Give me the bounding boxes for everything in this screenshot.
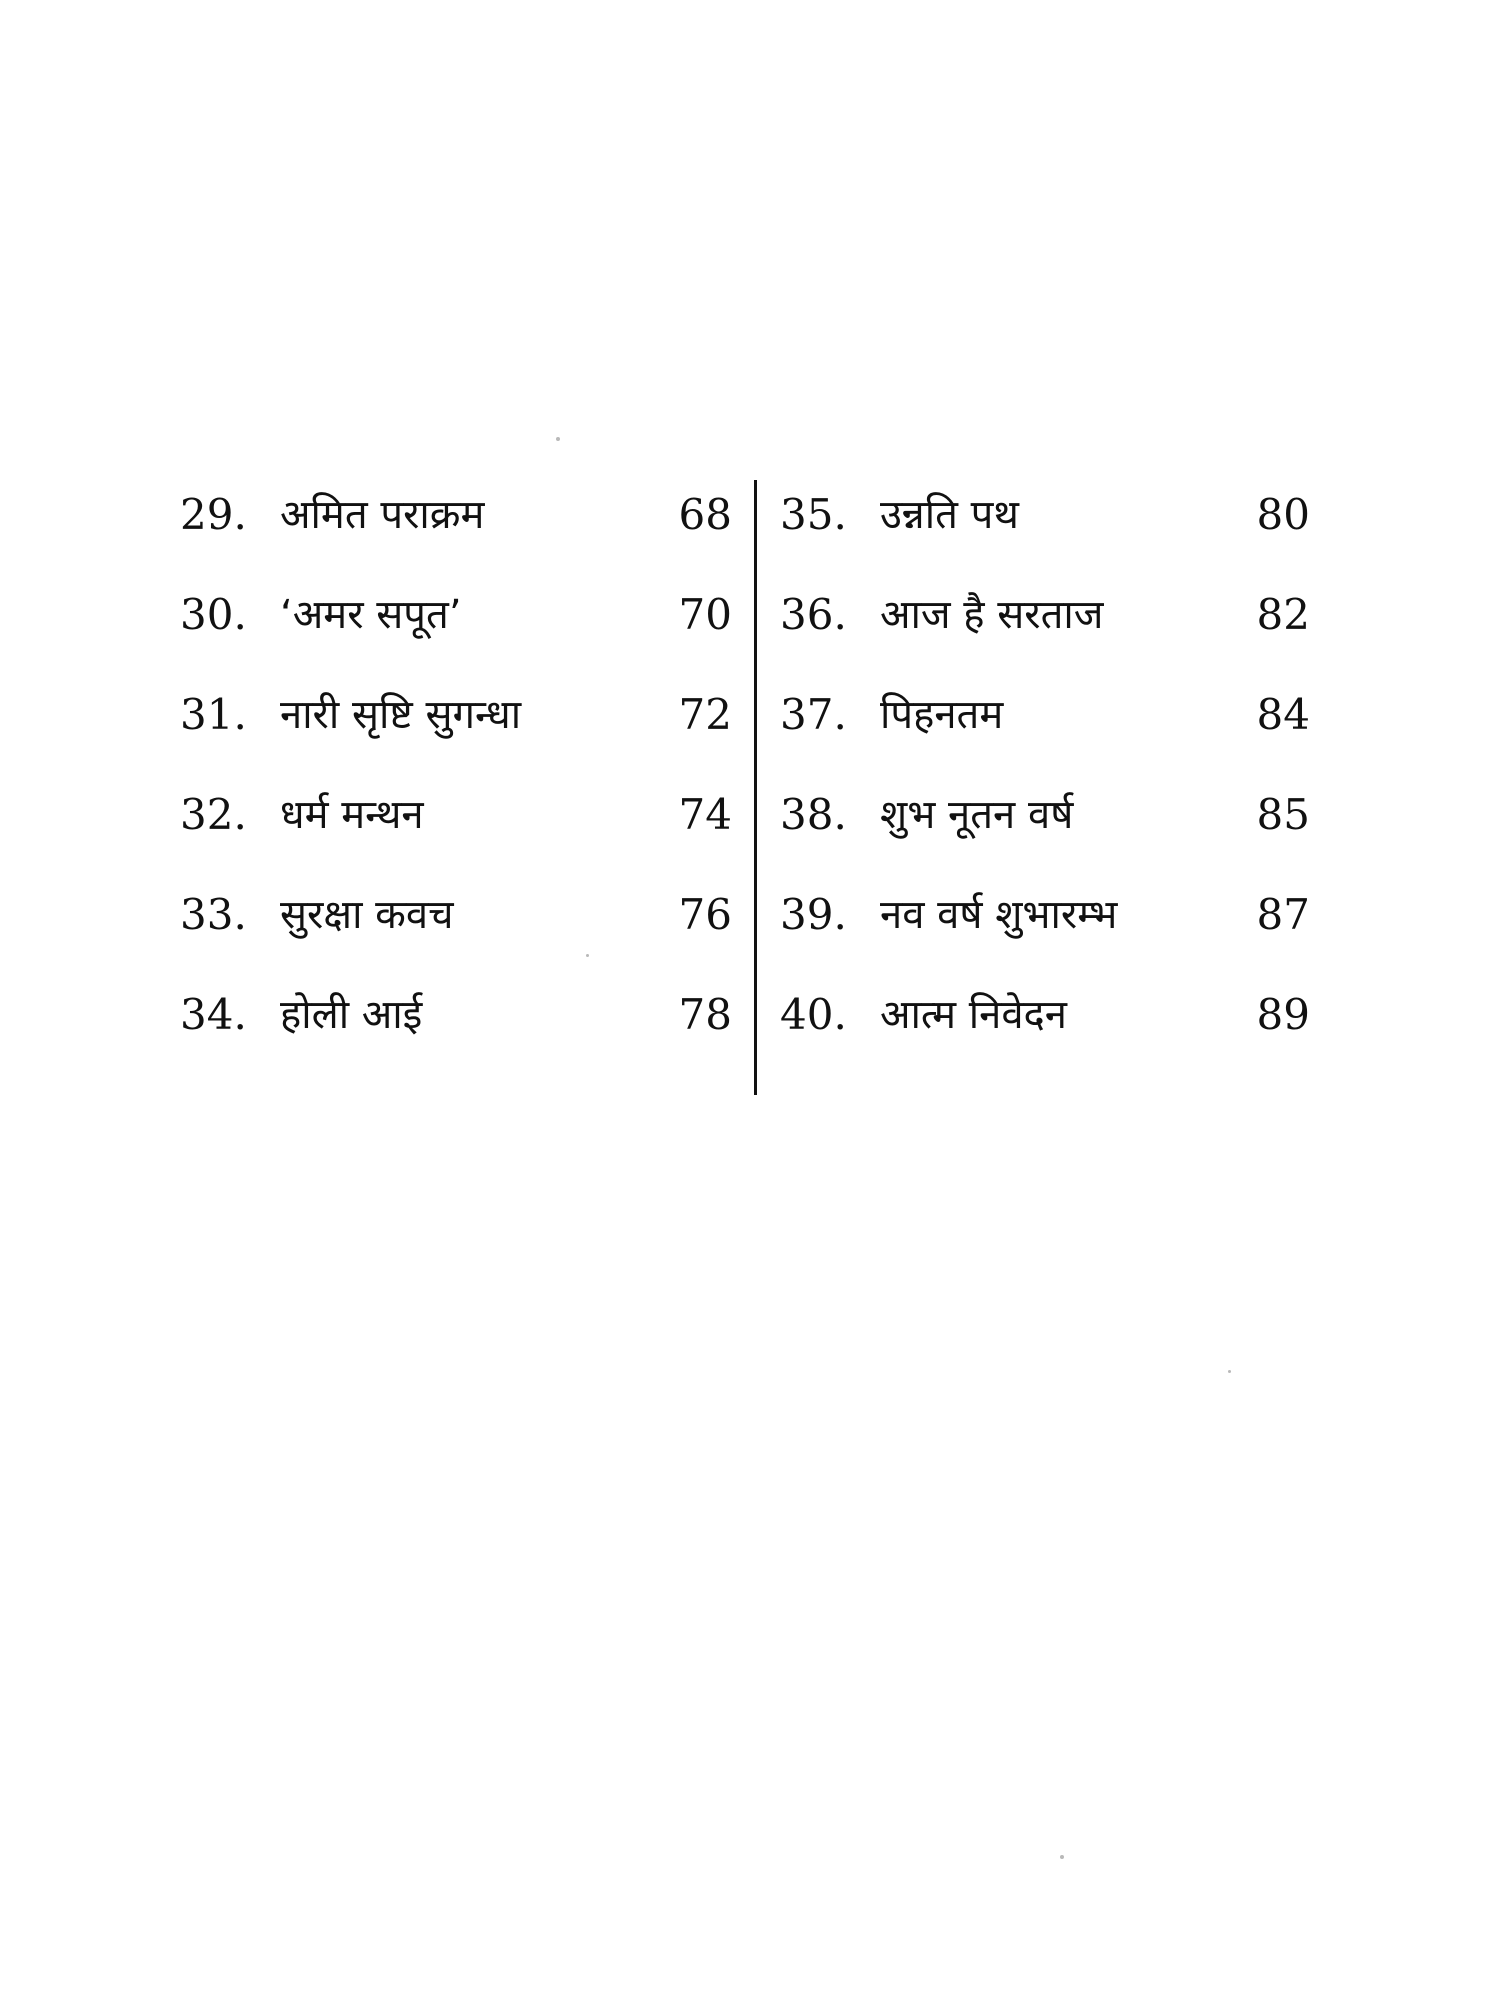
entry-number: 39. (780, 890, 847, 939)
entry-title: ‘अमर सपूत’ (280, 592, 462, 638)
toc-entry[interactable] (780, 980, 1340, 1050)
entry-title: नारी सृष्टि सुगन्धा (280, 692, 522, 738)
entry-number: 40. (780, 990, 847, 1039)
entry-page: 74 (678, 790, 732, 839)
entry-title: नव वर्ष शुभारम्भ (880, 892, 1118, 938)
entry-page: 72 (678, 690, 732, 739)
toc-entry[interactable] (780, 880, 1340, 950)
scan-speck (556, 437, 560, 441)
toc-entry[interactable] (180, 980, 740, 1050)
toc-entry[interactable] (180, 480, 740, 550)
column-divider (754, 480, 757, 1095)
toc-entry[interactable] (780, 480, 1340, 550)
entry-title: होली आई (280, 992, 423, 1038)
entry-number: 34. (180, 990, 247, 1039)
entry-page: 87 (1256, 890, 1310, 939)
entry-page: 78 (678, 990, 732, 1039)
entry-page: 76 (678, 890, 732, 939)
entry-page: 82 (1256, 590, 1310, 639)
scan-speck (1060, 1855, 1064, 1859)
entry-title: अमित पराक्रम (280, 492, 485, 538)
entry-number: 35. (780, 490, 847, 539)
toc-entry[interactable] (180, 680, 740, 750)
entry-number: 29. (180, 490, 247, 539)
entry-page: 70 (678, 590, 732, 639)
entry-number: 33. (180, 890, 247, 939)
entry-title: आज है सरताज (880, 592, 1104, 638)
entry-number: 37. (780, 690, 847, 739)
entry-title: पिहनतम (880, 692, 1004, 738)
entry-page: 68 (678, 490, 732, 539)
entry-number: 31. (180, 690, 247, 739)
entry-title: शुभ नूतन वर्ष (880, 792, 1074, 838)
entry-number: 32. (180, 790, 247, 839)
entry-page: 85 (1256, 790, 1310, 839)
scan-speck (586, 954, 589, 957)
toc-entry[interactable] (780, 680, 1340, 750)
entry-page: 89 (1256, 990, 1310, 1039)
entry-title: उन्नति पथ (880, 492, 1019, 538)
toc-entry[interactable] (780, 780, 1340, 850)
entry-title: आत्म निवेदन (880, 992, 1067, 1038)
toc-entry[interactable] (180, 880, 740, 950)
entry-title: सुरक्षा कवच (280, 892, 454, 938)
entry-number: 36. (780, 590, 847, 639)
toc-entry[interactable] (180, 580, 740, 650)
table-of-contents (180, 480, 1340, 1100)
toc-entry[interactable] (180, 780, 740, 850)
entry-page: 80 (1256, 490, 1310, 539)
entry-number: 30. (180, 590, 247, 639)
toc-entry[interactable] (780, 580, 1340, 650)
entry-title: धर्म मन्थन (280, 792, 424, 838)
entry-number: 38. (780, 790, 847, 839)
scan-speck (1228, 1370, 1231, 1373)
entry-page: 84 (1256, 690, 1310, 739)
